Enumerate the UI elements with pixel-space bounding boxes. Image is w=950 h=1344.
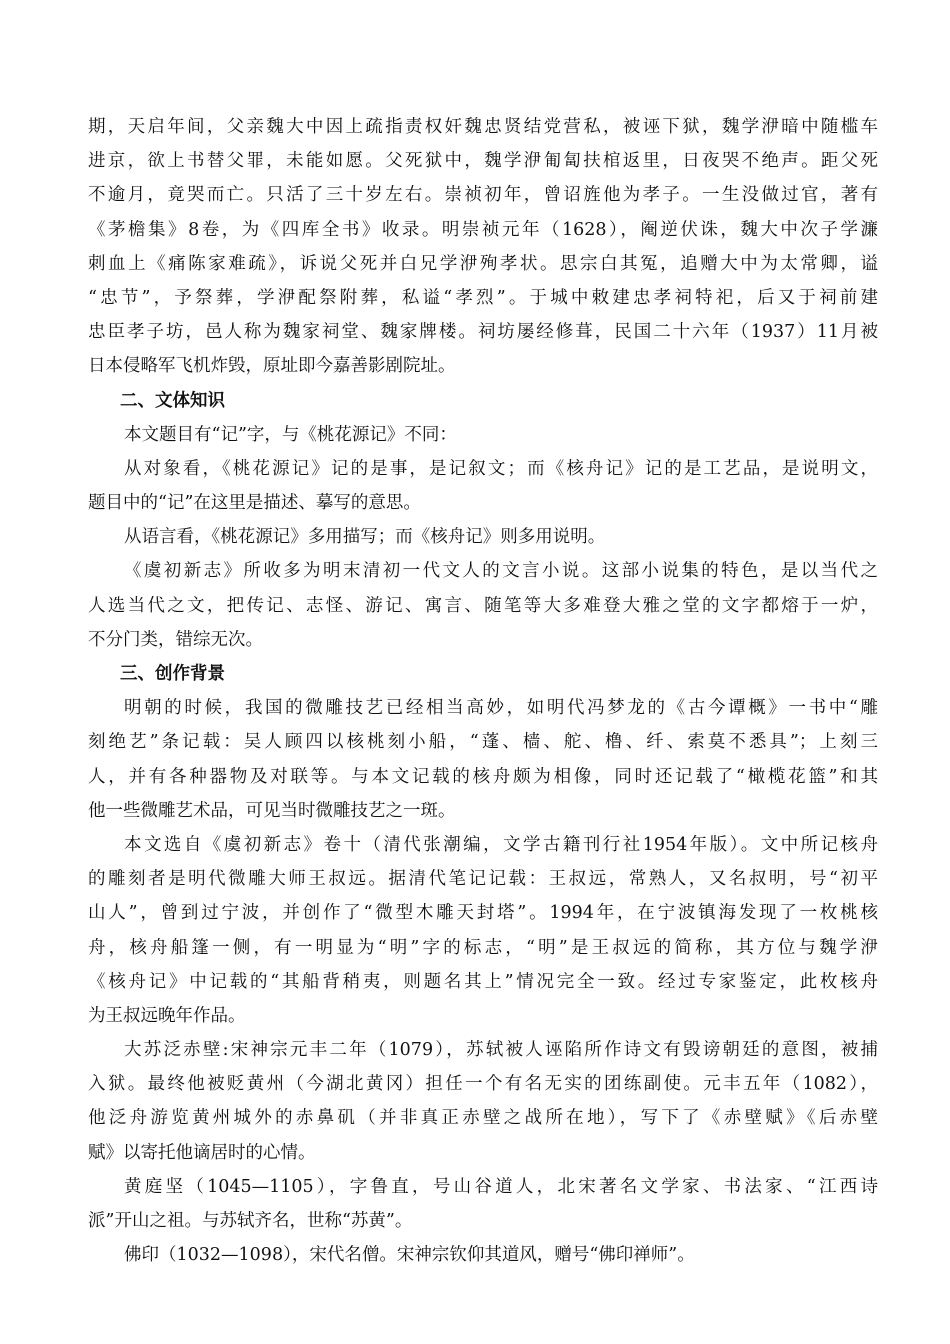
paragraph-line: 佛印（1032—1098），宋代名僧。宋神宗钦仰其道风，赠号“佛印禅师”。 xyxy=(124,1245,695,1266)
paragraph-line: “忠节”，予祭葬，学洢配祭附葬，私谥“孝烈”。于城中敕建忠孝祠特祀，后又于祠前建 xyxy=(88,287,878,308)
paragraph-line: 题目中的“记”在这里是描述、摹写的意思。 xyxy=(88,493,421,514)
paragraph-line: 明朝的时候，我国的微雕技艺已经相当高妙，如明代冯梦龙的《古今谭概》一书中“雕 xyxy=(124,698,878,719)
paragraph-line: 本文选自《虞初新志》卷十（清代张潮编，文学古籍刊行社1954年版）。文中所记核舟 xyxy=(124,834,878,855)
paragraph-line: 从语言看，《桃花源记》多用描写；而《核舟记》则多用说明。 xyxy=(124,527,606,548)
paragraph-line: 本文题目有“记”字，与《桃花源记》不同： xyxy=(124,424,457,445)
paragraph-line: 舟，核舟船篷一侧，有一明显为“明”字的标志，“明”是王叔远的简称，其方位与魏学洢 xyxy=(88,937,878,958)
section-heading: 二、文体知识 xyxy=(120,390,225,411)
paragraph-line: 赋》以寄托他谪居时的心情。 xyxy=(88,1142,316,1163)
paragraph-line: 进京，欲上书替父罪，未能如愿。父死狱中，魏学洢匍匐扶棺返里，日夜哭不绝声。距父死 xyxy=(88,151,878,172)
paragraph-line: 的雕刻者是明代微雕大师王叔远。据清代笔记记载：王叔远，常熟人，又名叔明，号“初平 xyxy=(88,869,878,890)
paragraph-line: 山人”，曾到过宁波，并创作了“微型木雕天封塔”。1994年，在宁波镇海发现了一枚桃核 xyxy=(88,903,878,924)
paragraph-line: 《虞初新志》所收多为明末清初一代文人的文言小说。这部小说集的特色，是以当代之 xyxy=(124,561,878,582)
paragraph-line: 《核舟记》中记载的“其船背稍夷，则题名其上”情况完全一致。经过专家鉴定，此枚核舟 xyxy=(88,971,878,992)
paragraph-line: 大苏泛赤壁:宋神宗元丰二年（1079），苏轼被人诬陷所作诗文有毁谤朝廷的意图，被捕 xyxy=(124,1040,878,1061)
paragraph-line: 刺血上《痛陈家难疏》，诉说父死并白兄学洢殉孝状。思宗白其冤，追赠大中为太常卿，谥 xyxy=(88,253,878,274)
paragraph-line: 派”开山之祖。与苏轼齐名，世称“苏黄”。 xyxy=(88,1211,413,1231)
paragraph-line: 日本侵略军飞机炸毁，原址即今嘉善影剧院址。 xyxy=(88,356,456,377)
paragraph-line: 入狱。最终他被贬黄州（今湖北黄冈）担任一个有名无实的团练副使。元丰五年（1082）， xyxy=(88,1074,878,1095)
paragraph-line: 《茅檐集》8卷，为《四库全书》收录。明崇祯元年（1628），阉逆伏诛，魏大中次子学濂 xyxy=(88,219,878,240)
paragraph-line: 期，天启年间，父亲魏大中因上疏指责权奸魏忠贤结党营私，被诬下狱，魏学洢暗中随槛车 xyxy=(88,117,878,137)
paragraph-line: 不逾月，竟哭而亡。只活了三十岁左右。崇祯初年，曾诏旌他为孝子。一生没做过官，著有 xyxy=(88,185,878,206)
paragraph-line: 他一些微雕艺术品，可见当时微雕技艺之一斑。 xyxy=(88,800,456,821)
paragraph-line: 为王叔远晚年作品。 xyxy=(88,1005,246,1026)
paragraph-line: 从对象看，《桃花源记》记的是事，是记叙文；而《核舟记》记的是工艺品，是说明文， xyxy=(124,458,878,479)
section-heading: 三、创作背景 xyxy=(120,664,225,684)
paragraph-line: 不分门类，错综无次。 xyxy=(88,629,263,650)
paragraph-line: 刻绝艺”条记载：吴人顾四以核桃刻小船，“蓬、樯、舵、橹、纤、索莫不悉具”；上刻三 xyxy=(88,732,878,753)
paragraph-line: 人，并有各种器物及对联等。与本文记载的核舟颇为相像，同时还记载了“橄榄花篮”和其 xyxy=(88,766,878,787)
paragraph-line: 黄庭坚（1045—1105），字鲁直，号山谷道人，北宋著名文学家、书法家、“江西诗 xyxy=(124,1176,878,1197)
document-page xyxy=(88,110,878,1272)
paragraph-line: 人选当代之文，把传记、志怪、游记、寓言、随笔等大多难登大雅之堂的文字都熔于一炉， xyxy=(88,595,878,616)
paragraph-line: 忠臣孝子坊，邑人称为魏家祠堂、魏家牌楼。祠坊屡经修葺，民国二十六年（1937）11月被 xyxy=(88,322,878,343)
paragraph-line: 他泛舟游览黄州城外的赤鼻矶（并非真正赤壁之战所在地），写下了《赤壁赋》《后赤壁 xyxy=(88,1108,878,1129)
